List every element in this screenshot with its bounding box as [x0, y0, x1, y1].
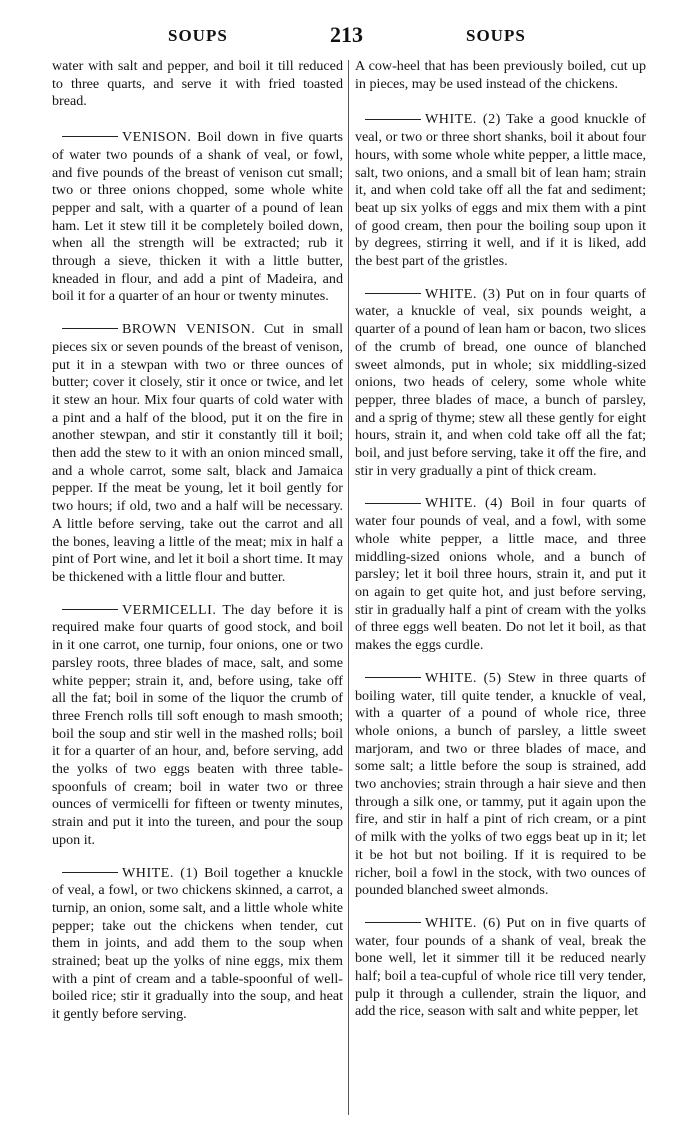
recipe-text: Take a good knuckle of veal, or two or three short shanks, boil it about four hours, with some whole white pepper, a little mace, salt, two onions, and a small bit of lean ham; strain it, and when cold take off all the fat and sediment; beat up six yolks of eggs and mix them with a pint of good cream, then pour the boiling soup upon it by degrees, stirring it well, and if it is liked, add the best part of the gristles. — [355, 111, 646, 270]
ditto-dash — [365, 293, 421, 294]
page-number: 213 — [330, 22, 363, 47]
recipe-entry — [52, 865, 343, 1024]
header-left-title: SOUPS — [168, 26, 228, 45]
ditto-dash — [365, 119, 421, 120]
recipe-title: WHITE. (3) — [425, 285, 501, 302]
recipe-entry — [52, 321, 343, 587]
recipe-text: water with salt and pepper, and boil it till reduced to three quarts, and serve it with fried toasted bread. — [52, 58, 343, 110]
recipe-text: Cut in small pieces six or seven pounds of the breast of venison, put it in a stewpan with two or three ounces of butter; cover it closely, stir it once or twice, and let it stew an hour. Mix four quarts of cold water with a pint and a half of the blood, put it on the fire in another stewpan, and stir it constantly till it boil; then add the stew to it with an onion minced small, and a whole carrot, some salt, black and Jamaica pepper. If the meat be young, let it boil gently for two hours; if old, two and a half will be necessary. A little before serving, take out the carrot and all the bones, leaving a little of the meat; mix in half a pint of Port wine, and let it boil a short time. It may be thickened with a little flour and butter. — [52, 321, 343, 585]
running-header — [0, 22, 700, 50]
recipe-text: Put on in four quarts of water, a knuckle of veal, six pounds weight, a quarter of a pound of lean ham or bacon, two slices of the crumb of bread, one ounce of blanched sweet almonds, put in whole; six middling-sized onions, two heads of celery, some whole white pepper, three blades of mace, a bunch of parsley, and a sprig of thyme; stew all these gently for eight hours, strain it, and when cold take off all the fat; boil, and just before serving, take it off the fire, and stir in very gradually a pint of thick cream. — [355, 285, 646, 479]
recipe-entry — [355, 495, 646, 654]
recipe-entry — [355, 915, 646, 1021]
recipe-title: WHITE. (6) — [425, 914, 501, 931]
recipe-title: VERMICELLI. — [122, 601, 217, 618]
recipe-text: Boil down in five quarts of water two pounds of a shank of veal, or fowl, and five pounds of the breast of venison cut small; two or three onions chopped, some whole white pepper and salt, with a quarter of a pound of lean ham. Let it stew till it be completely boiled down, when all the strength will be extracted; rub it through a sieve, thicken it with a little butter, kneaded in flour, and add a pint of Madeira, and boil it for a quarter of an hour or twenty minutes. — [52, 129, 343, 305]
ditto-dash — [62, 328, 118, 329]
recipe-entry — [355, 286, 646, 481]
column-divider — [348, 60, 349, 1115]
recipe-title: WHITE. (5) — [425, 669, 502, 686]
recipe-title: VENISON. — [122, 129, 192, 146]
recipe-title: WHITE. (4) — [425, 495, 503, 512]
ditto-dash — [365, 503, 421, 504]
ditto-dash — [62, 136, 118, 137]
left-column — [52, 58, 343, 1108]
ditto-dash — [62, 872, 118, 873]
recipe-entry — [355, 670, 646, 900]
recipe-entry — [52, 602, 343, 850]
recipe-title: WHITE. (1) — [122, 864, 199, 881]
recipe-text: A cow-heel that has been previously boiled, cut up in pieces, may be used instead of the chickens. — [355, 58, 646, 92]
recipe-text: Boil in four quarts of water four pounds of veal, and a fowl, with some whole white pepper, a little mace, and three middling-sized onions whole, and a bunch of parsley; let it boil three hours, strain it, and put it on again to get quite hot, and just before serving, stir in gradually half a pint of cream with the yolks of three eggs well beaten. Do not let it boil, as that makes the eggs curdle. — [355, 495, 646, 654]
recipe-entry — [52, 129, 343, 306]
recipe-continuation — [355, 58, 646, 93]
ditto-dash — [365, 922, 421, 923]
recipe-text: Boil together a knuckle of veal, a fowl, or two chickens skinned, a carrot, a turnip, an onion, some salt, and a little whole white pepper; take out the chickens when tender, cut them in joints, and add them to the soup when strained; beat up the yolks of nine eggs, mix them with a pint of cream and a table-spoonful of well-boiled rice; stir it gradually into the soup, and heat it gently before serving. — [52, 864, 343, 1023]
recipe-continuation — [52, 58, 343, 111]
recipe-entry — [355, 111, 646, 270]
right-column — [355, 58, 646, 1108]
ditto-dash — [365, 677, 421, 678]
recipe-title: WHITE. (2) — [425, 111, 501, 128]
header-right-title: SOUPS — [466, 26, 526, 45]
recipe-title: BROWN VENISON. — [122, 321, 256, 338]
recipe-text: Stew in three quarts of boiling water, till quite tender, a knuckle of veal, with a quarter of a pound of whole rice, three whole onions, a bunch of parsley, a little sweet marjoram, and two or three blades of mace, and some salt; a little before the soup is strained, add two anchovies; strain through a hair sieve and then through a silk one, or tammy, put it again upon the fire, and stir in half a pint of rich cream, or a pint of milk with the yolks of two eggs beat up in it; let it be hot but not boiling. If it is required to be richer, boil a fowl in the stock, with two ounces of pounded blanched sweet almonds. — [355, 669, 646, 899]
ditto-dash — [62, 609, 118, 610]
recipe-text: The day before it is required make four quarts of good stock, and boil in it one carrot, one turnip, four onions, one or two parsley roots, three blades of mace, salt, and some white pepper; strain it, and, before using, take off all the fat; boil in some of the liquor the crumb of three French rolls till soft enough to mash smooth; boil the soup and stir well in the mashed rolls; boil it for a quarter of an hour, and, before serving, add the yolks of two eggs beaten with three table-spoonfuls of cream; boil in water two or three ounces of vermicelli for fifteen or twenty minutes, strain and put it into the tureen, and pour the soup upon it. — [52, 601, 343, 848]
recipe-text: Put on in five quarts of water, four pounds of a shank of veal, break the bone well, let it simmer till it be reduced nearly half; boil a tea-cupful of whole rice till very tender, pulp it through a cullender, strain the liquor, and add the rice, season with salt and white pepper, let — [355, 914, 646, 1020]
